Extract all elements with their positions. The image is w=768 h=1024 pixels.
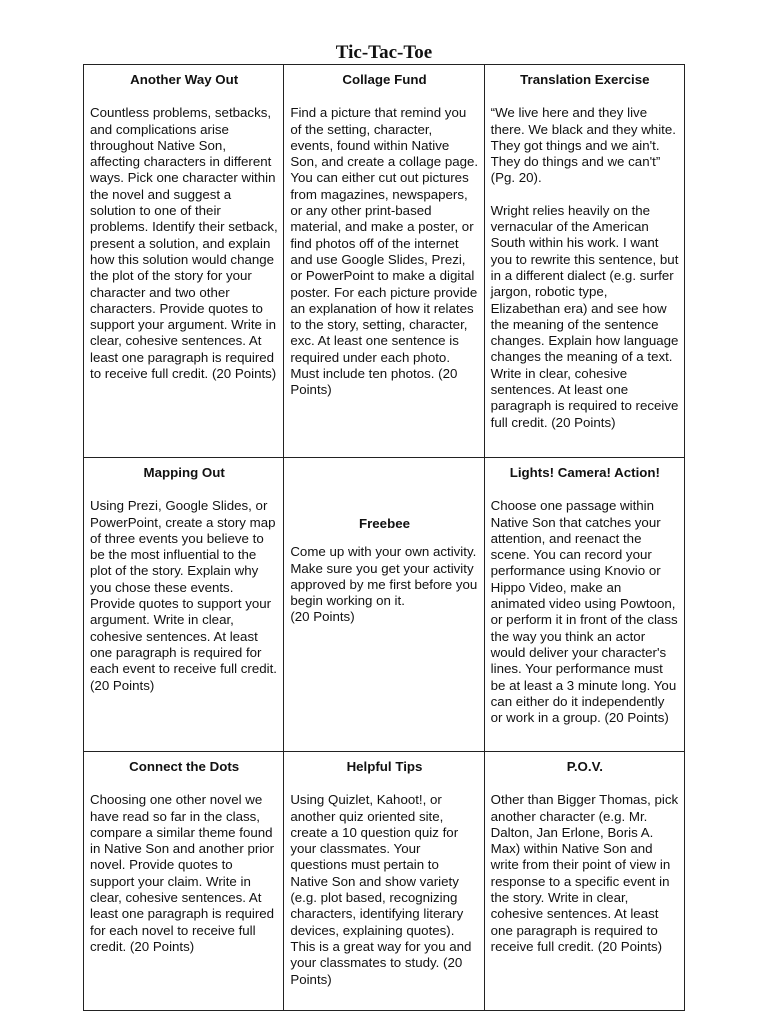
activity-cell-mapping-out (84, 458, 284, 752)
activity-cell-translation-exercise (484, 65, 684, 458)
cell-text: Other than Bigger Thomas, pick another character (e.g. Mr. Dalton, Jan Erlone, Boris A. Max) within Native Son and write from their point of view in response to a specific event in the story. Write in clear, cohesive sentences. At least one paragraph is required to receive full credit. (20 Points) (490, 792, 679, 954)
cell-text: Choose one passage within Native Son that catches your attention, and reenact the scene. You can record your performance using Knovio or Hippo Video, make an animated video using Powtoon, or perform it in front of the class the way you think an actor would deliver your character's lines. Your performance must be at least a 3 minute long. You can either do it independently or work in a group. (20 Points) (490, 498, 678, 726)
cell-title: Collage Fund (342, 72, 427, 87)
page-title: Tic-Tac-Toe (335, 42, 433, 63)
cell-title: Lights! Camera! Action! (509, 465, 660, 480)
cell-quote: “We live here and they live there. We black and they white. They got things and we ain't. They do things and we can't” (Pg. 20). (490, 105, 676, 186)
cell-title: Connect the Dots (129, 759, 240, 774)
activity-cell-helpful-tips (284, 752, 484, 1011)
cell-text: Using Quizlet, Kahoot!, or another quiz oriented site, create a 10 question quiz for your classmates. Your questions must pertain to Native Son and show variety (e.g. plot based, recognizing characters, identifying literary devices, explaining quotes). This is a great way for you and your classmates to study. (20 Points) (290, 792, 472, 987)
cell-text: Wright relies heavily on the vernacular of the American South within his work. I want you to rewrite this sentence, but in a different dialect (e.g. surfer jargon, robotic type, Elizabethan era) and see how the meaning of the sentence changes. Explain how language changes the meaning of a text. Write in clear, cohesive sentences. At least one paragraph is required to receive full credit. (20 Points) (490, 202, 679, 430)
cell-text: Using Prezi, Google Slides, or PowerPoint, create a story map of three events you believe to be the most influential to the plot of the story. Explain why you chose these events. Provide quotes to support your argument. Write in clear, cohesive sentences. At least one paragraph is required for each event to receive full credit. (20 Points) (90, 498, 277, 693)
activity-cell-freebee (284, 458, 484, 752)
activity-cell-another-way-out (84, 65, 284, 458)
cell-title: Freebee (358, 516, 410, 531)
activity-cell-pov (484, 752, 684, 1011)
grid-row (84, 458, 685, 752)
grid-row (84, 752, 685, 1011)
cell-title: Mapping Out (143, 465, 225, 480)
activity-cell-lights-camera-action (484, 458, 684, 752)
cell-title: Another Way Out (130, 72, 239, 87)
activity-cell-collage-fund (284, 65, 484, 458)
cell-title: P.O.V. (566, 759, 603, 774)
activity-cell-connect-the-dots (84, 752, 284, 1011)
cell-text: Find a picture that remind you of the setting, character, events, found within Native Son, and create a collage page. You can either cut out pictures from magazines, newspapers, or any other print-based material, and make a poster, or find photos off of the internet and use Google Slides, Prezi, or PowerPoint to make a digital poster. For each picture provide an explanation of how it relates to the story, setting, character, exc. At least one sentence is required under each photo. Must include ten photos. (20 Points) (290, 105, 479, 398)
cell-text: Choosing one other novel we have read so far in the class, compare a similar theme found in Native Son and another prior novel. Provide quotes to support your claim. Write in clear, cohesive sentences. At least one paragraph is required for each novel to receive full credit. (20 Points) (90, 792, 275, 954)
cell-text: Come up with your own activity. Make sure you get your activity approved by me first before you begin working on it. (290, 544, 478, 609)
tic-tac-toe-grid (83, 64, 685, 1011)
cell-title: Helpful Tips (346, 759, 423, 774)
cell-points: (20 Points) (290, 609, 355, 625)
grid-row (84, 65, 685, 458)
cell-text: Countless problems, setbacks, and complications arise throughout Native Son, affecting characters in different ways. Pick one character within the novel and suggest a solution to one of their problems. Identify their setback, present a solution, and explain how this solution would change the plot of the story for your character and two other characters. Provide quotes to support your argument. Write in clear, cohesive sentences. At least one paragraph is required to receive full credit. (20 Points) (90, 105, 278, 382)
cell-title: Translation Exercise (520, 72, 650, 87)
